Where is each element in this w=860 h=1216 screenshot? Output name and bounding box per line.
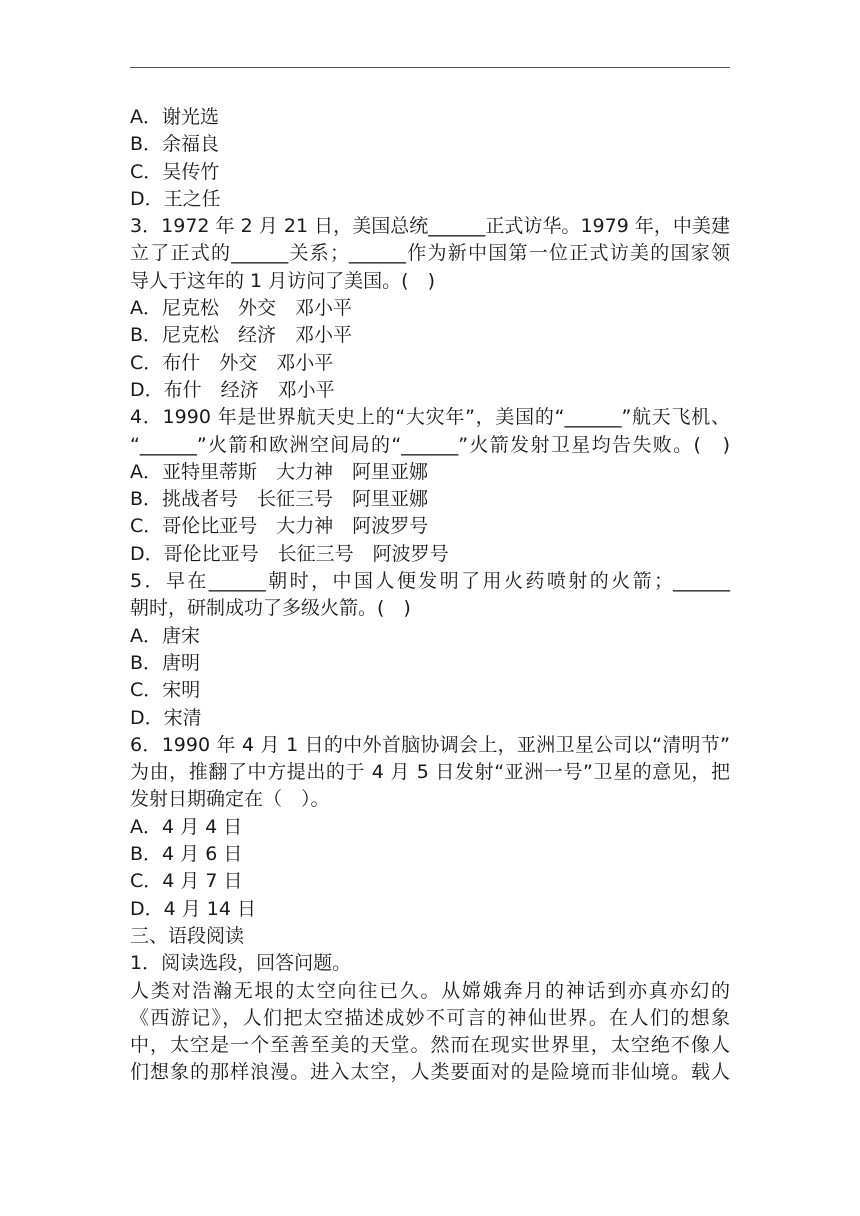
question-3-line-1: 3．1972 年 2 月 21 日，美国总统______正式访华。1979 年，中美建 <box>130 215 730 238</box>
passage-line-1: 人类对浩瀚无垠的太空向往已久。从嫦娥奔月的神话到亦真亦幻的 <box>130 979 730 1002</box>
question-3-line-3: 导人于这年的 1 月访问了美国。( ) <box>130 269 435 292</box>
reading-question-1: 1．阅读选段，回答问题。 <box>130 952 352 975</box>
question-3-line-2: 立了正式的______关系；______作为新中国第一位正式访美的国家领 <box>130 242 730 265</box>
option-a: A．尼克松 外交 邓小平 <box>130 297 352 320</box>
option-a: A．谢光选 <box>130 106 219 128</box>
option-a: A．唐宋 <box>130 624 200 647</box>
question-5-line-1: 5．早在______朝时，中国人便发明了用火药喷射的火箭；______ <box>130 570 730 593</box>
option-b: B．4 月 6 日 <box>130 843 243 866</box>
option-a: A．4 月 4 日 <box>130 815 243 838</box>
question-6-line-2: 为由，推翻了中方提出的于 4 月 5 日发射“亚洲一号”卫星的意见，把 <box>130 761 730 784</box>
option-c: C．吴传竹 <box>130 160 220 183</box>
option-b: B．尼克松 经济 邓小平 <box>130 324 353 347</box>
option-d: D．4 月 14 日 <box>130 897 257 920</box>
document-body <box>130 104 730 1087</box>
option-c: C．布什 外交 邓小平 <box>130 351 334 374</box>
option-d: D．哥伦比亚号 长征三号 阿波罗号 <box>130 542 449 565</box>
option-c: C．哥伦比亚号 大力神 阿波罗号 <box>130 515 429 538</box>
option-d: D．布什 经济 邓小平 <box>130 378 335 401</box>
passage-line-3: 中，太空是一个至善至美的天堂。然而在现实世界里，太空绝不像人 <box>130 1034 730 1057</box>
option-d: D．王之任 <box>130 187 221 210</box>
option-b: B．唐明 <box>130 651 201 674</box>
section-heading: 三、语段阅读 <box>130 924 245 947</box>
option-c: C．宋明 <box>130 679 201 702</box>
question-6-line-3: 发射日期确定在（ ）。 <box>130 788 330 811</box>
option-c: C．4 月 7 日 <box>130 870 243 893</box>
question-6-line-1: 6．1990 年 4 月 1 日的中外首脑协调会上，亚洲卫星公司以“清明节” <box>130 733 730 756</box>
question-5-line-2: 朝时，研制成功了多级火箭。( ) <box>130 597 411 620</box>
option-b: B．余福良 <box>130 133 220 156</box>
passage-line-4: 们想象的那样浪漫。进入太空，人类要面对的是险境而非仙境。载人 <box>130 1061 730 1084</box>
option-a: A．亚特里蒂斯 大力神 阿里亚娜 <box>130 460 428 483</box>
option-d: D．宋清 <box>130 706 202 729</box>
passage-line-2: 《西游记》，人们把太空描述成妙不可言的神仙世界。在人们的想象 <box>130 1006 730 1029</box>
question-4-line-2: “______”火箭和欧洲空间局的“______”火箭发射卫星均告失败。( ) <box>130 433 730 456</box>
header-rule <box>130 67 730 68</box>
option-b: B．挑战者号 长征三号 阿里亚娜 <box>130 488 429 511</box>
question-4-line-1: 4．1990 年是世界航天史上的“大灾年”，美国的“______”航天飞机、 <box>130 406 730 429</box>
